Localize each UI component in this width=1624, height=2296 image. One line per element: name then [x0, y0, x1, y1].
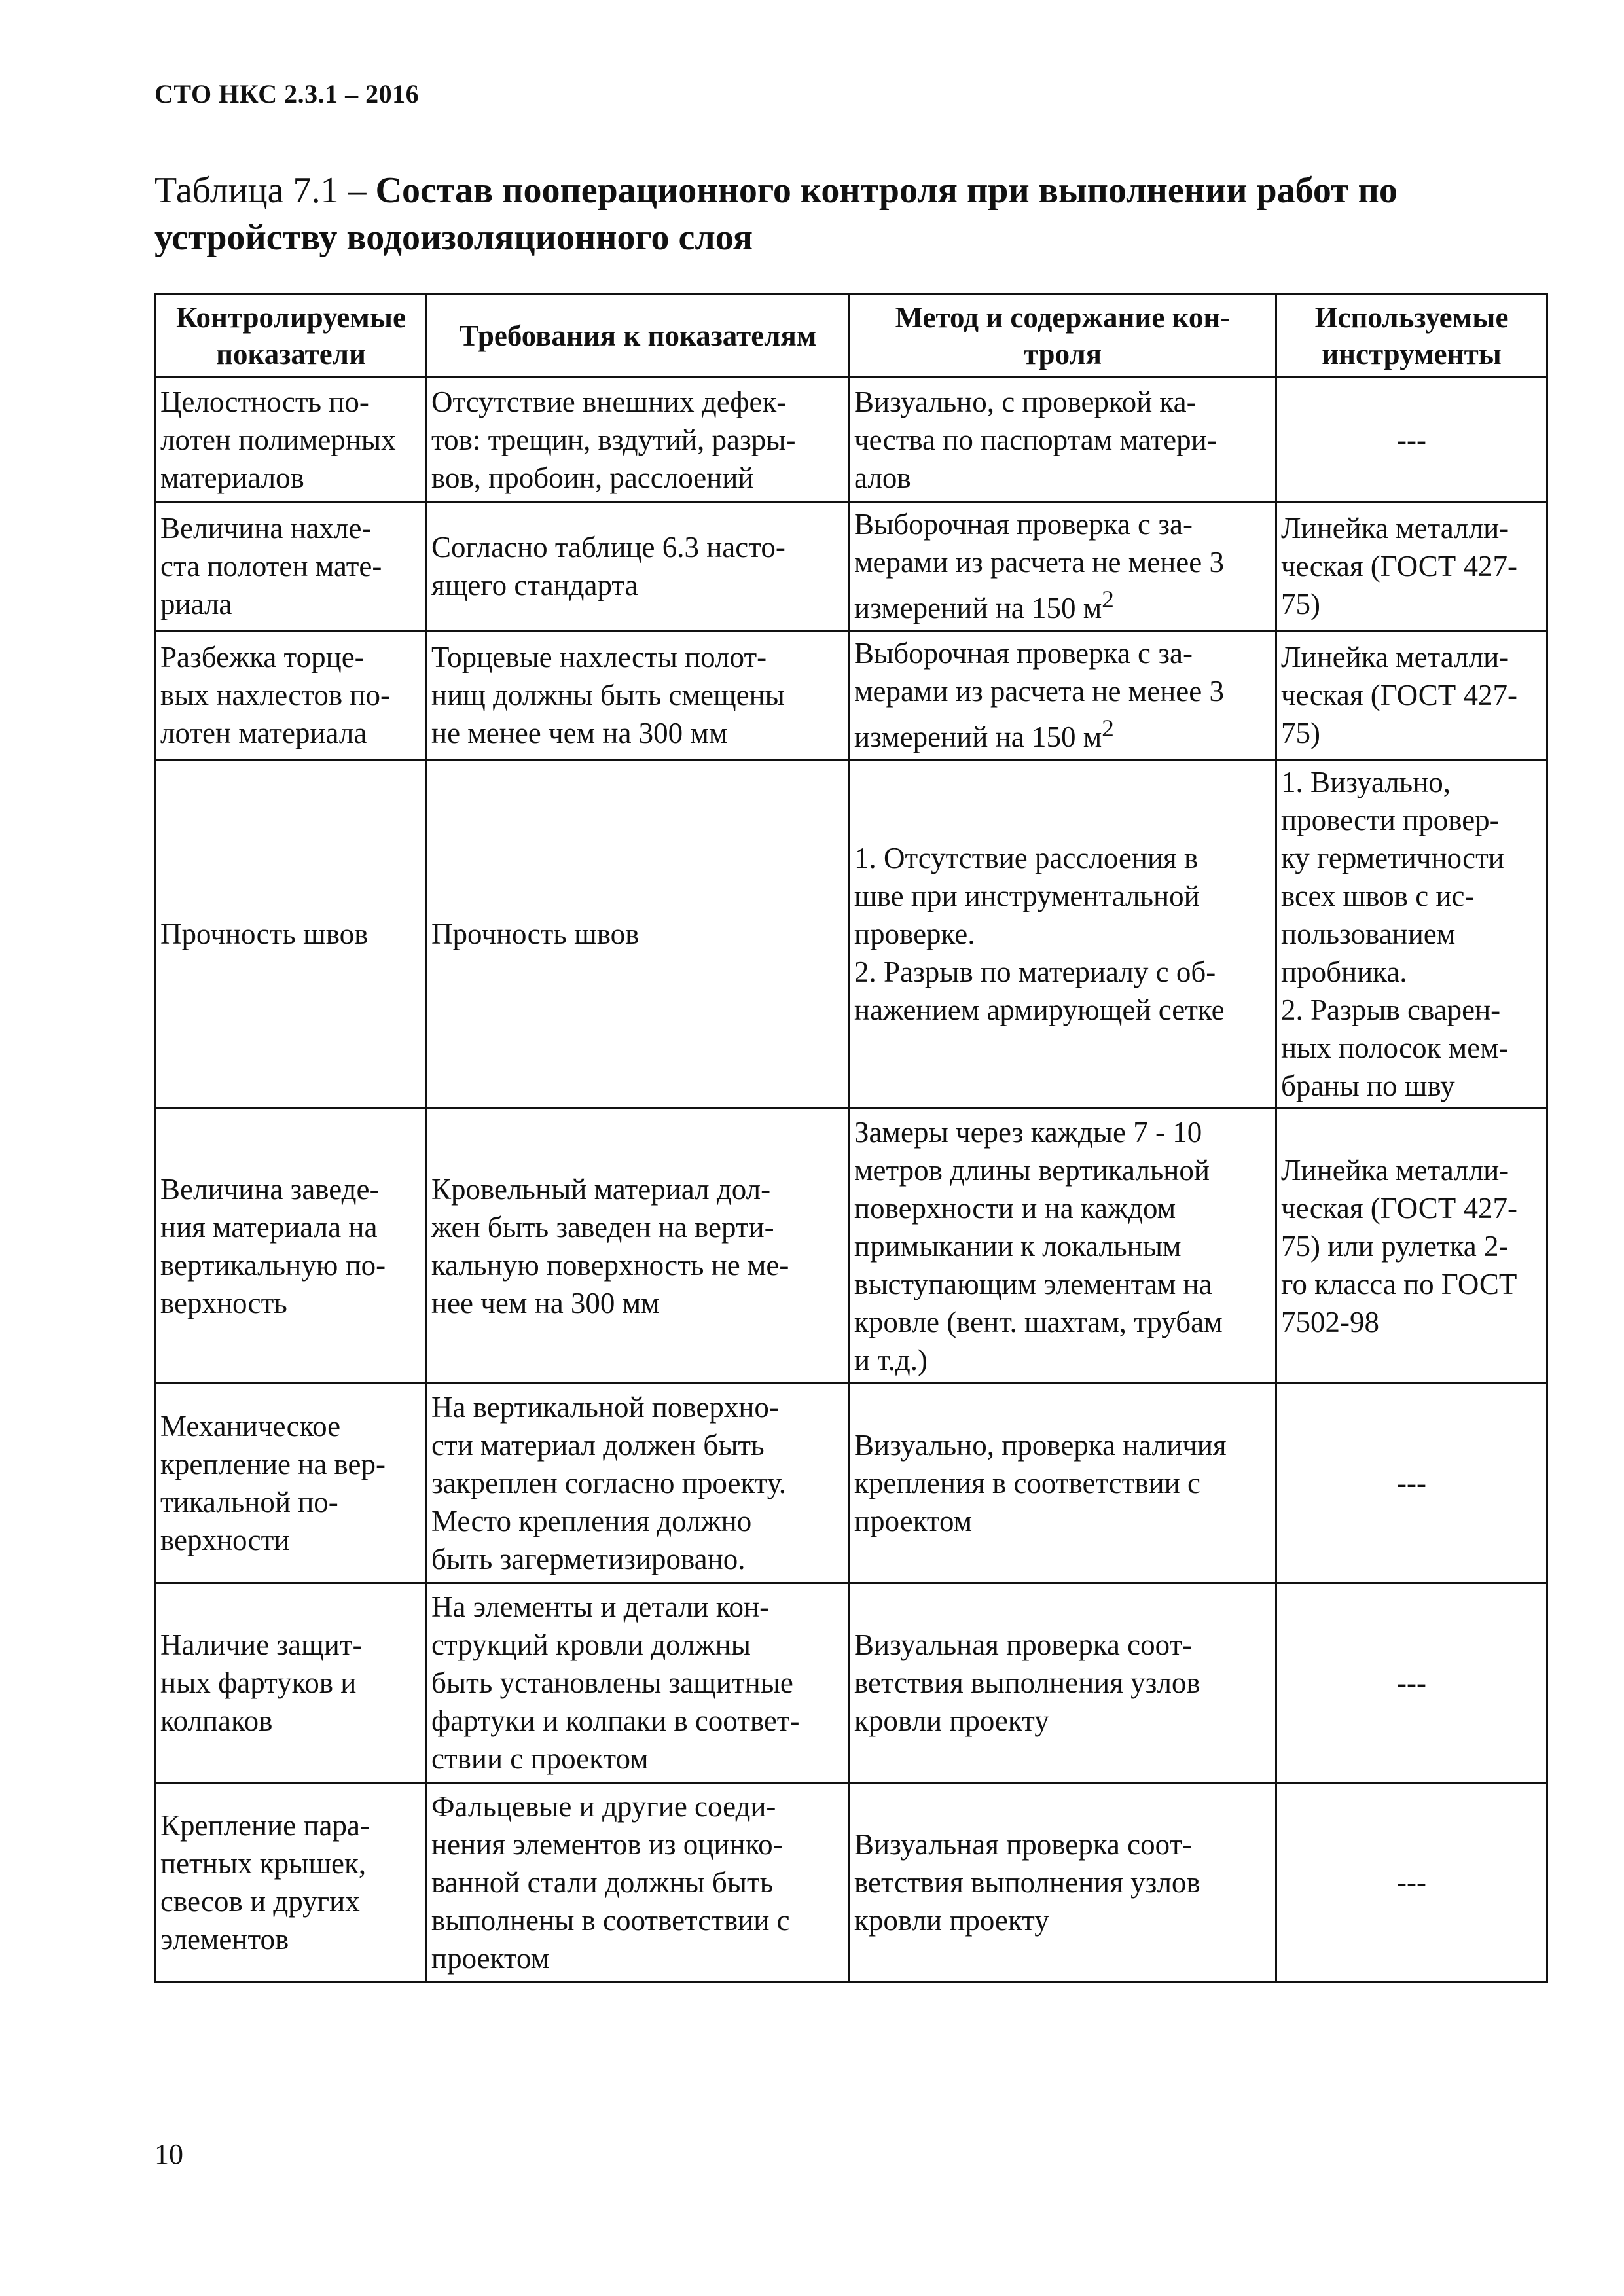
cell-indicator: Величина нахле- ста полотен мате- риала	[156, 502, 427, 631]
cell-indicator: Разбежка торце- вых нахлестов по- лотен материала	[156, 631, 427, 760]
header-requirement: Требования к показателям	[427, 294, 850, 378]
cell-method: Замеры через каждые 7 - 10 метров длины вертикальной поверхности и на каждом примыкании к локальным выступающим элементам на кровле (вент. шахтам, трубам и т.д.)	[850, 1109, 1276, 1384]
table-header-row	[156, 294, 1547, 378]
caption-prefix: Таблица 7.1 –	[154, 170, 376, 211]
cell-tools: ---	[1276, 378, 1547, 502]
cell-method: Визуально, с проверкой ка- чества по паспортам матери- алов	[850, 378, 1276, 502]
caption-title: Состав пооперационного контроля при выполнении работ по устройству водоизоляционного слоя	[154, 170, 1398, 258]
cell-tools: Линейка металли- ческая (ГОСТ 427- 75)	[1276, 631, 1547, 760]
cell-indicator: Целостность по- лотен полимерных материалов	[156, 378, 427, 502]
cell-indicator: Механическое крепление на вер- тикальной по- верхности	[156, 1384, 427, 1583]
cell-requirement: Согласно таблице 6.3 насто- ящего стандарта	[427, 502, 850, 631]
cell-tools: Линейка металли- ческая (ГОСТ 427- 75)	[1276, 502, 1547, 631]
cell-tools: Линейка металли- ческая (ГОСТ 427- 75) или рулетка 2- го класса по ГОСТ 7502-98	[1276, 1109, 1547, 1384]
control-table	[154, 293, 1548, 1983]
table-row	[156, 1583, 1547, 1783]
superscript: 2	[1102, 586, 1114, 613]
cell-method: Визуальная проверка соот- ветствия выполнения узлов кровли проекту	[850, 1783, 1276, 1982]
header-tools: Используемые инструменты	[1276, 294, 1547, 378]
cell-method: Визуально, проверка наличия крепления в соответствии с проектом	[850, 1384, 1276, 1583]
table-row	[156, 502, 1547, 631]
cell-method: Выборочная проверка с за- мерами из расчета не менее 3 измерений на 150 $м^2$	[850, 631, 1276, 760]
cell-indicator: Величина заведе- ния материала на вертикальную по- верхность	[156, 1109, 427, 1384]
cell-method: Выборочная проверка с за- мерами из расчета не менее 3 измерений на 150 $м^2$	[850, 502, 1276, 631]
cell-indicator: Наличие защит- ных фартуков и колпаков	[156, 1583, 427, 1783]
table-row	[156, 760, 1547, 1109]
cell-requirement: На элементы и детали кон- струкций кровли должны быть установлены защитные фартуки и колпаки в соответ- ствии с проектом	[427, 1583, 850, 1783]
table-row	[156, 1384, 1547, 1583]
cell-method: Визуальная проверка соот- ветствия выполнения узлов кровли проекту	[850, 1583, 1276, 1783]
cell-requirement: На вертикальной поверхно- сти материал должен быть закреплен согласно проекту. Место крепления должно быть загерметизировано.	[427, 1384, 850, 1583]
cell-requirement: Фальцевые и другие соеди- нения элементов из оцинко- ванной стали должны быть выполнены в соответствии с проектом	[427, 1783, 850, 1982]
cell-requirement: Кровельный материал дол- жен быть заведен на верти- кальную поверхность не ме- нее чем на 300 мм	[427, 1109, 850, 1384]
cell-requirement: Торцевые нахлесты полот- нищ должны быть смещены не менее чем на 300 мм	[427, 631, 850, 760]
cell-tools: 1. Визуально, провести провер- ку герметичности всех швов с ис- пользованием пробника. 2. Разрыв сварен- ных полосок мем- браны по шву	[1276, 760, 1547, 1109]
header-method: Метод и содержание кон- троля	[850, 294, 1276, 378]
header-indicator: Контролируемые показатели	[156, 294, 427, 378]
table-row	[156, 631, 1547, 760]
cell-requirement: Отсутствие внешних дефек- тов: трещин, вздутий, разры- вов, пробоин, расслоений	[427, 378, 850, 502]
cell-tools: ---	[1276, 1384, 1547, 1583]
cell-indicator: Прочность швов	[156, 760, 427, 1109]
document-code: СТО НКС 2.3.1 – 2016	[154, 79, 420, 109]
superscript: 2	[1102, 715, 1114, 742]
page-number: 10	[154, 2138, 183, 2170]
table-row	[156, 1783, 1547, 1982]
table-row	[156, 378, 1547, 502]
cell-indicator: Крепление пара- петных крышек, свесов и других элементов	[156, 1783, 427, 1982]
table-row	[156, 1109, 1547, 1384]
cell-requirement: Прочность швов	[427, 760, 850, 1109]
cell-tools: ---	[1276, 1583, 1547, 1783]
cell-method: 1. Отсутствие расслоения в шве при инструментальной проверке. 2. Разрыв по материалу с об- нажением армирующей сетке	[850, 760, 1276, 1109]
table-caption	[154, 167, 1529, 261]
cell-tools: ---	[1276, 1783, 1547, 1982]
